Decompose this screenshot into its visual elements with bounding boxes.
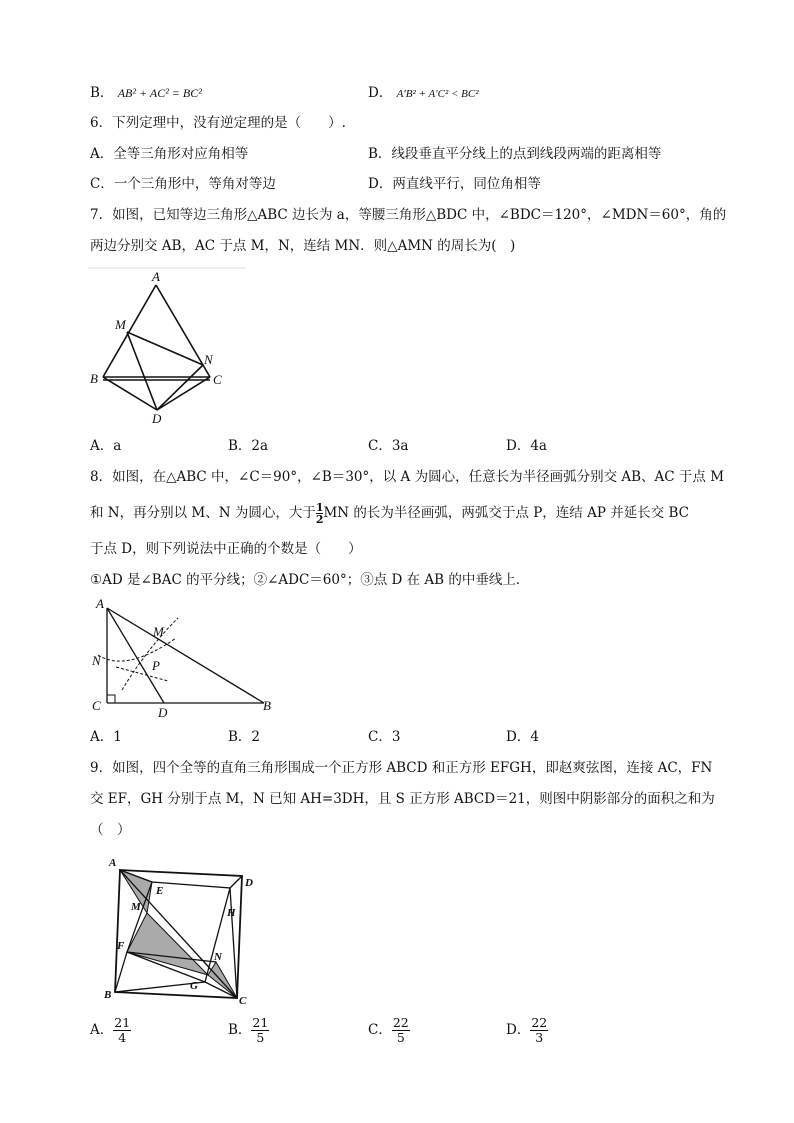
q7-stem-line2: 两边分别交 AB，AC 于点 M，N，连结 MN．则△AMN 的周长为( ): [90, 238, 516, 254]
q9-label-a: A: [109, 857, 117, 869]
q8-label-n: N: [92, 653, 101, 668]
q5-option-b: [90, 83, 202, 103]
q6-stem: 6．下列定理中，没有逆定理的是（ ）.: [90, 115, 346, 131]
q9-stem-line3: （ ）: [90, 822, 131, 838]
q8-segment-ad: [107, 608, 164, 703]
q8-segment-ab: [107, 608, 264, 703]
q5-option-b-formula: AB² + AC² = BC²: [117, 86, 202, 100]
q9-label-m: M: [131, 901, 141, 913]
q7-segment-bd: [103, 377, 157, 410]
q9-option-a-fraction: [113, 1016, 131, 1045]
q7-option-c: C．3a: [368, 438, 409, 454]
q9-option-d-label: D．: [506, 1022, 531, 1038]
q7-label-c: C: [213, 372, 222, 387]
q7-label-d: D: [152, 411, 162, 426]
q6-option-d: D．两直线平行，同位角相等: [368, 176, 541, 192]
q8-option-a: A．1: [90, 729, 122, 745]
q9-label-n: N: [214, 951, 222, 963]
q8-label-a: A: [96, 596, 104, 611]
q7-label-m: M: [115, 317, 126, 332]
q9-segment-dh: [230, 876, 242, 888]
q9-segment-hc: [230, 888, 237, 998]
q8-label-p: P: [152, 658, 160, 673]
q8-label-b: B: [263, 698, 271, 713]
q9-option-d-num: 22: [531, 1015, 548, 1030]
q9-option-a-num: 21: [114, 1015, 131, 1030]
q7-segment-cd: [157, 377, 210, 410]
q9-option-b: [228, 1016, 269, 1045]
q8-right-angle-mark: [107, 695, 115, 703]
q8-label-c: C: [92, 698, 101, 713]
q9-option-c-num: 22: [392, 1015, 409, 1030]
q8-figure: [86, 595, 286, 720]
q7-segment-ab: [103, 285, 156, 377]
q8-stem-line3: 于点 D，则下列说法中正确的个数是（ ）: [90, 541, 362, 557]
q6-option-a: A．全等三角形对应角相等: [90, 146, 249, 162]
q9-option-b-num: 21: [252, 1015, 269, 1030]
q9-label-b: B: [104, 989, 112, 1001]
q5-option-d: [368, 83, 479, 104]
q9-option-b-label: B．: [228, 1022, 252, 1038]
q8-stem-line1: 8．如图，在△ABC 中，∠C＝90°，∠B＝30°，以 A 为圆心，任意长为半径画弧分别交 AB、AC 于点 M: [90, 469, 725, 485]
q9-option-a-den: 4: [118, 1030, 127, 1045]
q5-option-b-label: B．: [90, 85, 114, 101]
q9-option-b-den: 5: [256, 1030, 265, 1045]
q8-stem-line2: [90, 502, 689, 525]
q8-option-d: D．4: [506, 729, 539, 745]
q7-segment-nd: [157, 365, 203, 410]
q9-stem-line1: 9．如图，四个全等的直角三角形围成一个正方形 ABCD 和正方形 EFGH，即赵爽弦图，连接 AC，FN: [90, 760, 713, 776]
q9-label-g: G: [190, 980, 198, 992]
q7-figure: [86, 265, 246, 430]
q7-option-b: B．2a: [228, 438, 269, 454]
q9-option-c-fraction: [392, 1016, 410, 1045]
q9-option-c-den: 5: [396, 1030, 405, 1045]
q8-fraction-num: 1: [315, 501, 324, 514]
q8-fraction-den: 2: [315, 513, 324, 526]
q9-option-d-den: 3: [535, 1030, 544, 1045]
q9-label-e: E: [156, 885, 164, 897]
q6-option-b: B．线段垂直平分线上的点到线段两端的距离相等: [368, 146, 662, 162]
q9-option-a: [90, 1016, 131, 1045]
q9-figure: [100, 852, 260, 1012]
q9-label-d: D: [245, 877, 253, 889]
q9-option-d-fraction: [530, 1016, 548, 1045]
q7-stem-line1: 7．如图，已知等边三角形△ABC 边长为 a，等腰三角形△BDC 中，∠BDC＝120°，∠MDN＝60°，角的: [90, 207, 727, 223]
q8-line2-pre: 和 N，再分别以 M、N 为圆心，大于: [90, 505, 316, 521]
q8-arc-m-center: [116, 667, 168, 681]
q6-option-c: C．一个三角形中，等角对等边: [90, 176, 276, 192]
q9-label-f: F: [117, 940, 125, 952]
q7-segment-ac: [156, 285, 210, 377]
q9-label-c: C: [239, 995, 247, 1007]
q9-stem-line2: 交 EF，GH 分别于点 M，N 已知 AH=3DH，且 S 正方形 ABCD＝21，则图中阴影部分的面积之和为: [90, 791, 715, 807]
q8-option-b: B．2: [228, 729, 261, 745]
q9-option-a-label: A．: [90, 1022, 114, 1038]
q7-option-d: D．4a: [506, 438, 547, 454]
q8-stem-line4: ①AD 是∠BAC 的平分线；②∠ADC＝60°；③点 D 在 AB 的中垂线上．: [90, 572, 530, 588]
q8-label-d: D: [158, 705, 168, 720]
q8-option-c: C．3: [368, 729, 401, 745]
q8-line2-post: MN 的长为半径画弧，两弧交于点 P，连结 AP 并延长交 BC: [323, 505, 689, 521]
q9-option-c: [368, 1016, 410, 1045]
q9-label-h: H: [227, 907, 236, 919]
q7-label-b: B: [90, 371, 98, 386]
q9-option-b-fraction: [251, 1016, 269, 1045]
q5-option-d-formula: A′B² + A′C² < BC²: [396, 88, 479, 100]
q9-option-c-label: C．: [368, 1022, 392, 1038]
q5-option-d-label: D．: [368, 85, 393, 101]
q9-option-d: [506, 1016, 548, 1045]
q7-label-a: A: [152, 269, 160, 284]
q7-option-a: A．a: [90, 438, 122, 454]
q8-label-m: M: [153, 624, 164, 639]
q7-label-n: N: [204, 352, 213, 367]
